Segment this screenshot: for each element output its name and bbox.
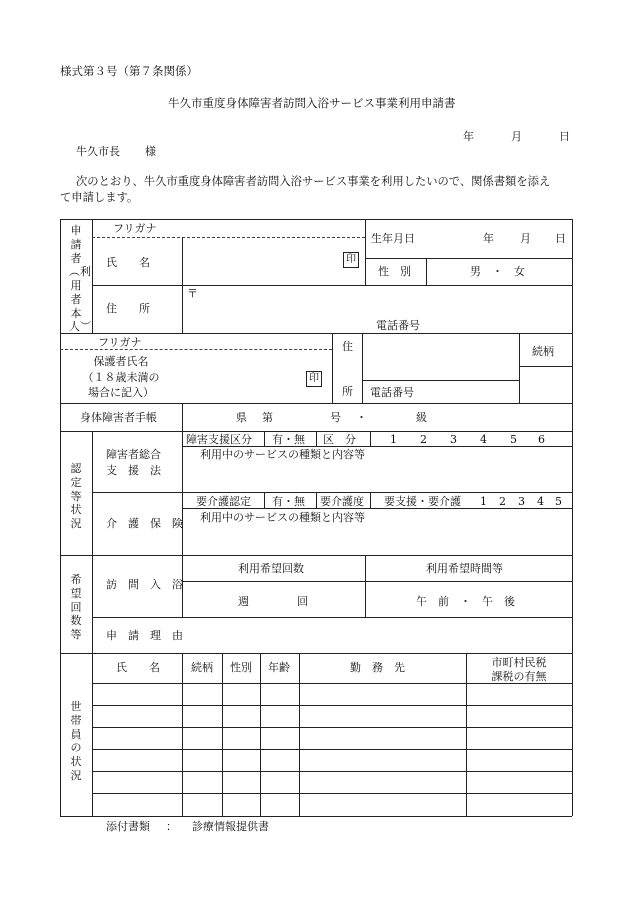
class-value-4: 4: [480, 433, 487, 446]
desired-section-label: 希望回数等: [70, 573, 82, 641]
care-insurance-label: 介 護 保 険: [106, 517, 183, 530]
attachment-document: 診療情報提供書: [192, 820, 269, 833]
class-value-1: 1: [390, 433, 397, 446]
attachment-colon: ：: [166, 820, 177, 833]
reason-label: 申 請 理 由: [106, 629, 183, 642]
guardian-address-label-top: 住: [342, 340, 353, 353]
handbook-grade: 級: [416, 411, 427, 424]
care-cert-label: 要介護認定: [196, 495, 251, 508]
care-level-label: 要介護度: [320, 495, 364, 508]
care-level-value-5: 5: [555, 495, 562, 508]
intro-line-1: 次のとおり、牛久市重度身体障害者訪問入浴サービス事業を利用したいので、関係書類を添え: [76, 175, 551, 188]
care-level-value-4: 4: [537, 495, 544, 508]
household-header-work: 勤 務 先: [350, 661, 405, 674]
intro-line-2: て申請します。: [60, 191, 139, 204]
page-title: 牛久市重度身体障害者訪問入浴サービス事業利用申請書: [168, 96, 456, 110]
care-level-value-3: 3: [518, 495, 525, 508]
support-services-label: 利用中のサービスの種類と内容等: [200, 448, 365, 461]
household-header-tax-line-1: 市町村民税: [491, 656, 547, 669]
care-level-options: 要支援・要介護: [384, 495, 461, 508]
attachment-label: 添付書類: [106, 820, 150, 833]
support-class-label: 障害支援区分: [186, 433, 252, 446]
support-yes-no: 有・無: [272, 433, 305, 446]
birth-year: 年: [483, 232, 494, 245]
am-pm-options: 午 前 ・ 午 後: [416, 595, 515, 608]
household-header-tax-line-2: 課税の有無: [491, 670, 547, 683]
guardian-furigana-label: フリガナ: [98, 336, 142, 349]
care-level-value-1: 1: [480, 495, 487, 508]
date-day: 日: [559, 130, 570, 143]
household-header-age: 年齢: [268, 661, 290, 674]
count-header: 利用希望回数: [238, 562, 304, 575]
guardian-note-line-1: （１８歳未満の: [82, 371, 160, 384]
form-number: 様式第３号（第７条関係）: [60, 64, 198, 78]
applicant-name-label: 氏 名: [106, 256, 150, 269]
addressee-honorific: 様: [145, 145, 156, 158]
care-yes-no: 有・無: [272, 495, 305, 508]
guardian-phone-label: 電話番号: [370, 386, 414, 399]
sex-options: 男 ・ 女: [470, 265, 525, 278]
birth-month: 月: [520, 232, 531, 245]
class-label: 区 分: [323, 433, 356, 446]
handbook-number-suffix: 号: [330, 411, 341, 424]
care-level-value-2: 2: [499, 495, 506, 508]
postal-mark: 〒: [187, 287, 198, 300]
care-services-label: 利用中のサービスの種類と内容等: [200, 511, 365, 524]
guardian-note-line-2: 場合に記入）: [88, 386, 154, 399]
guardian-address-label-bottom: 所: [342, 385, 353, 398]
handbook-label: 身体障害者手帳: [80, 411, 157, 424]
date-month: 月: [511, 130, 522, 143]
guardian-name-label: 保護者氏名: [93, 355, 149, 368]
household-header-relation: 続柄: [191, 661, 213, 674]
handbook-prefecture: 県: [236, 411, 247, 424]
birth-day: 日: [555, 232, 566, 245]
household-header-sex: 性別: [230, 661, 252, 674]
class-value-6: 6: [538, 433, 545, 446]
class-value-2: 2: [420, 433, 427, 446]
household-header-name: 氏 名: [116, 661, 160, 674]
applicant-phone-label: 電話番号: [376, 319, 420, 332]
time-header: 利用希望時間等: [426, 562, 503, 575]
applicant-furigana-label: フリガナ: [113, 222, 157, 235]
support-law-label-line-2: 支 援 法: [106, 464, 161, 477]
certification-section-label: 認定等状況: [70, 462, 82, 530]
week-label: 週: [238, 595, 249, 608]
support-law-label-line-1: 障害者総合: [106, 448, 161, 461]
applicant-section-label: 申請者︵利用者本人︶: [69, 224, 91, 334]
applicant-address-label: 住 所: [106, 302, 150, 315]
guardian-seal-mark: 印: [306, 371, 322, 387]
class-value-3: 3: [450, 433, 457, 446]
class-value-5: 5: [510, 433, 517, 446]
household-section-label: 世帯員の状況: [70, 700, 82, 782]
handbook-dot: ・: [356, 411, 367, 424]
handbook-number-prefix: 第: [262, 411, 273, 424]
relation-label: 続柄: [532, 345, 554, 358]
sex-label: 性 別: [378, 265, 411, 278]
applicant-seal-mark: 印: [343, 252, 359, 268]
birth-date-label: 生年月日: [371, 232, 415, 245]
bath-label: 訪 問 入 浴: [106, 578, 183, 591]
times-label: 回: [297, 595, 308, 608]
addressee-name: 牛久市長: [76, 145, 120, 158]
date-year: 年: [463, 130, 474, 143]
